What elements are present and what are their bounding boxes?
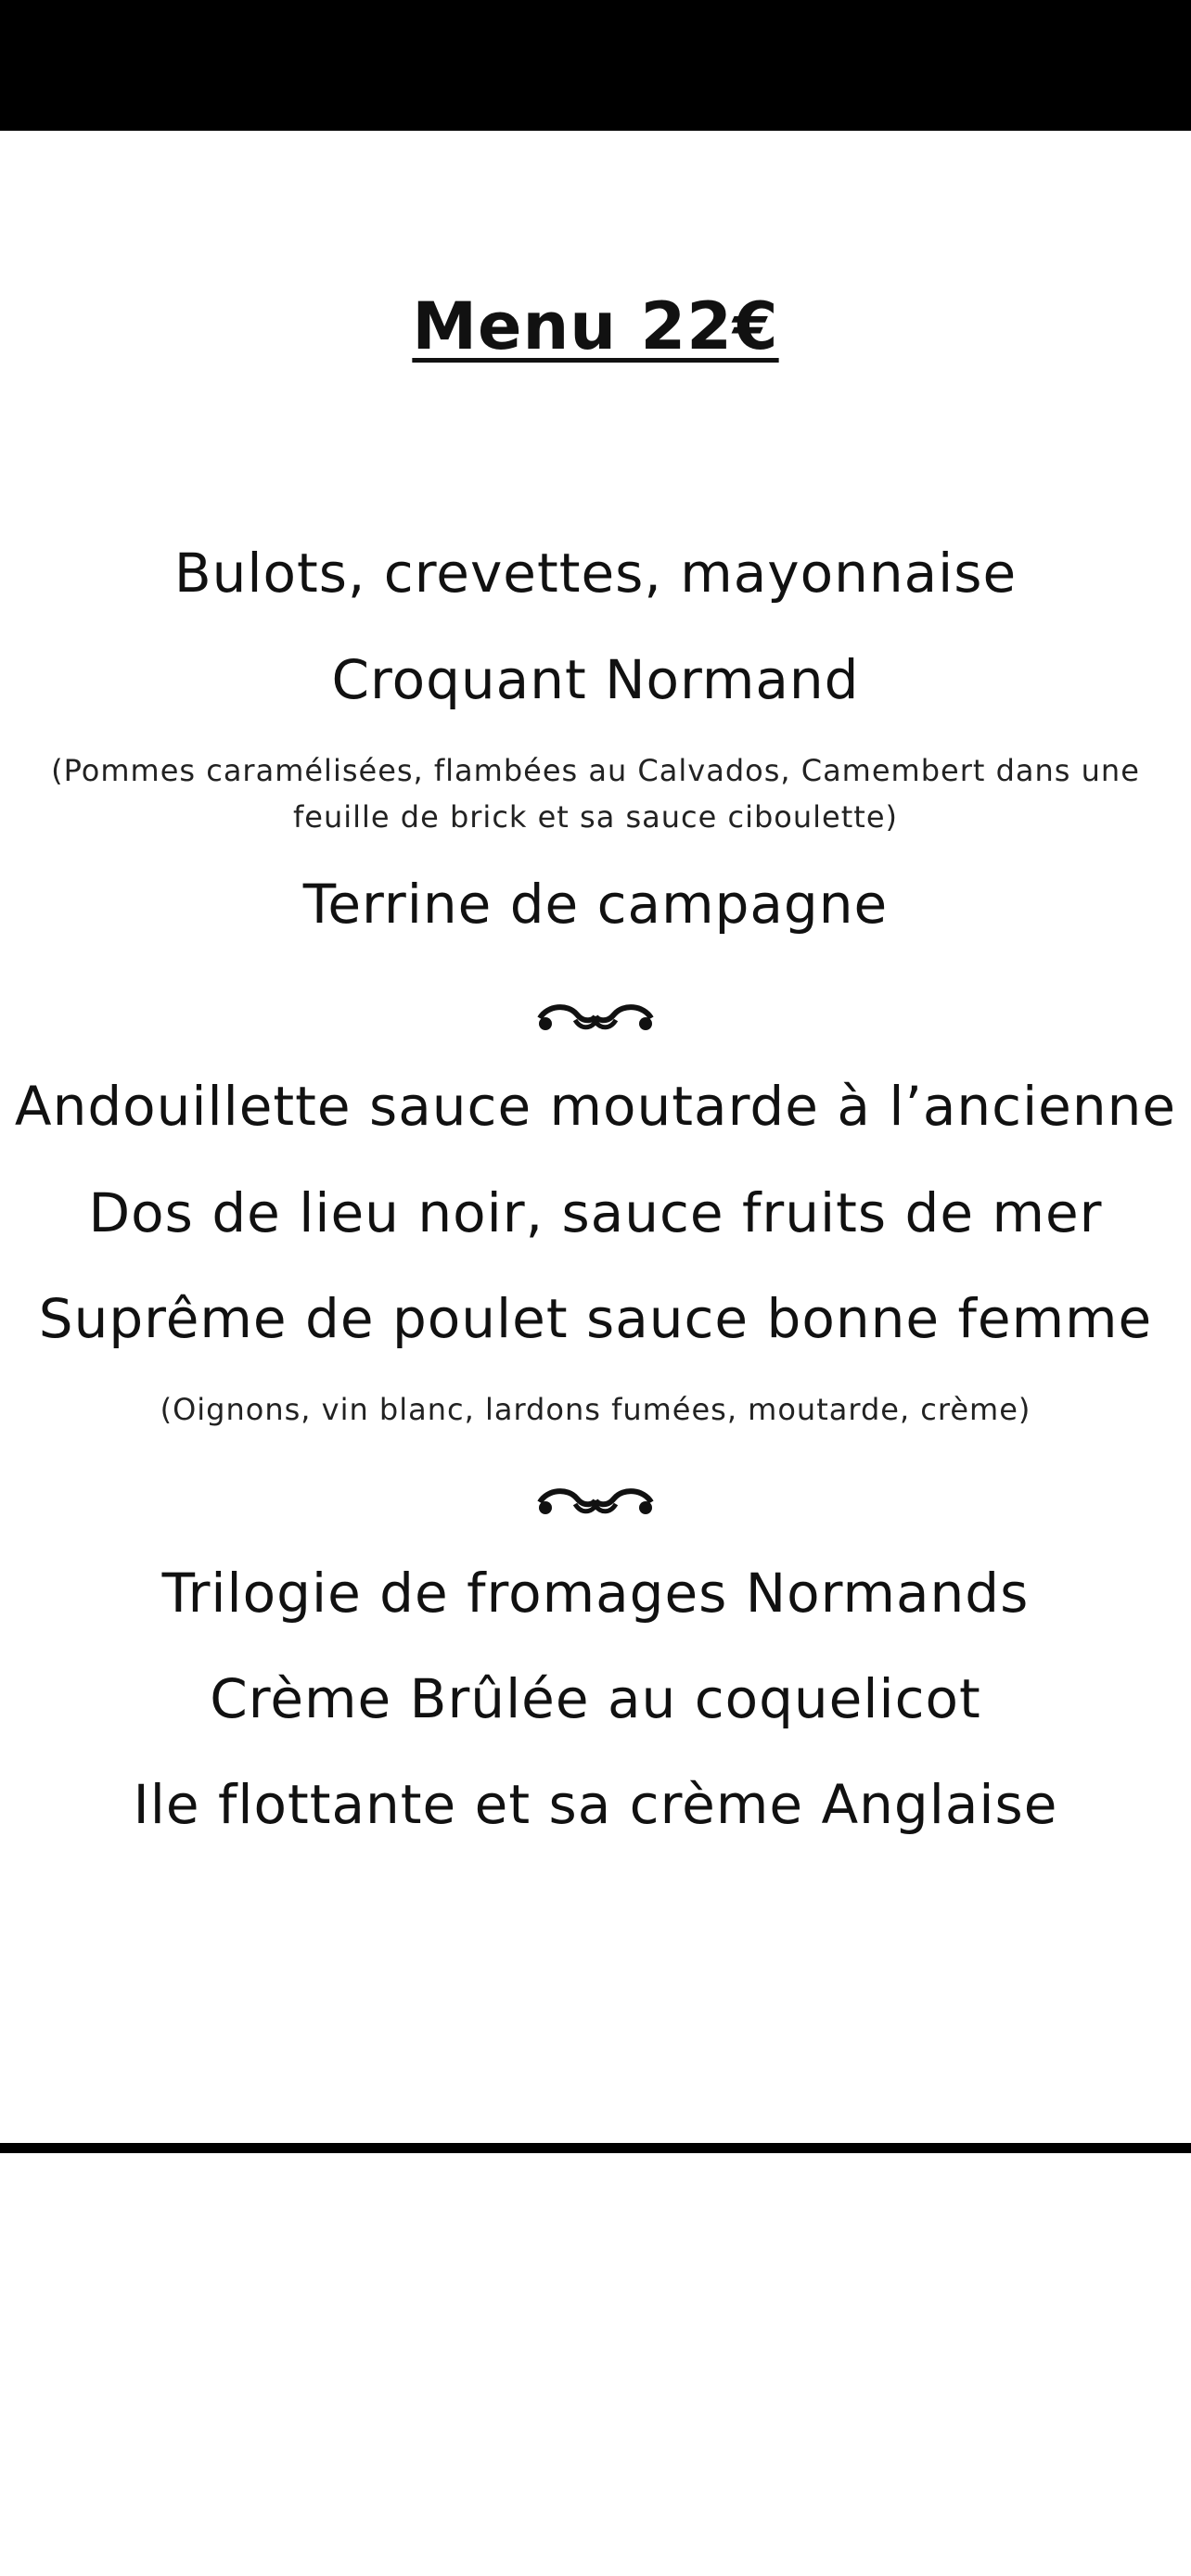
- dessert-item-creme-brulee: Crème Brûlée au coquelicot: [210, 1667, 981, 1730]
- dessert-item-ile-flottante: Ile flottante et sa crème Anglaise: [133, 1773, 1058, 1836]
- starter-item-bulots: Bulots, crevettes, mayonnaise: [173, 542, 1018, 605]
- main-note: (Oignons, vin blanc, lardons fumées, moutarde, crème): [160, 1392, 1031, 1427]
- starter-item-terrine: Terrine de campagne: [302, 873, 889, 936]
- blank-bottom-area: [0, 2153, 1191, 2576]
- top-black-bar: [0, 0, 1191, 131]
- menu-title: Menu 22€: [412, 288, 779, 364]
- main-item-supreme-poulet: Suprême de poulet sauce bonne femme: [38, 1287, 1153, 1350]
- main-item-lieu-noir: Dos de lieu noir, sauce fruits de mer: [88, 1181, 1103, 1244]
- dessert-item-fromages: Trilogie de fromages Normands: [161, 1562, 1030, 1625]
- flourish-divider-icon: [503, 1482, 688, 1519]
- starter-note: (Pommes caramélisées, flambées au Calvados, Camembert dans une feuille de brick et sa sauce ciboulette): [51, 753, 1140, 835]
- flourish-divider-icon: [503, 998, 688, 1035]
- bottom-divider-rule: [0, 2143, 1191, 2153]
- starter-item-croquant: Croquant Normand: [331, 648, 860, 711]
- main-item-andouillette: Andouillette sauce moutarde à l’ancienne: [14, 1075, 1177, 1138]
